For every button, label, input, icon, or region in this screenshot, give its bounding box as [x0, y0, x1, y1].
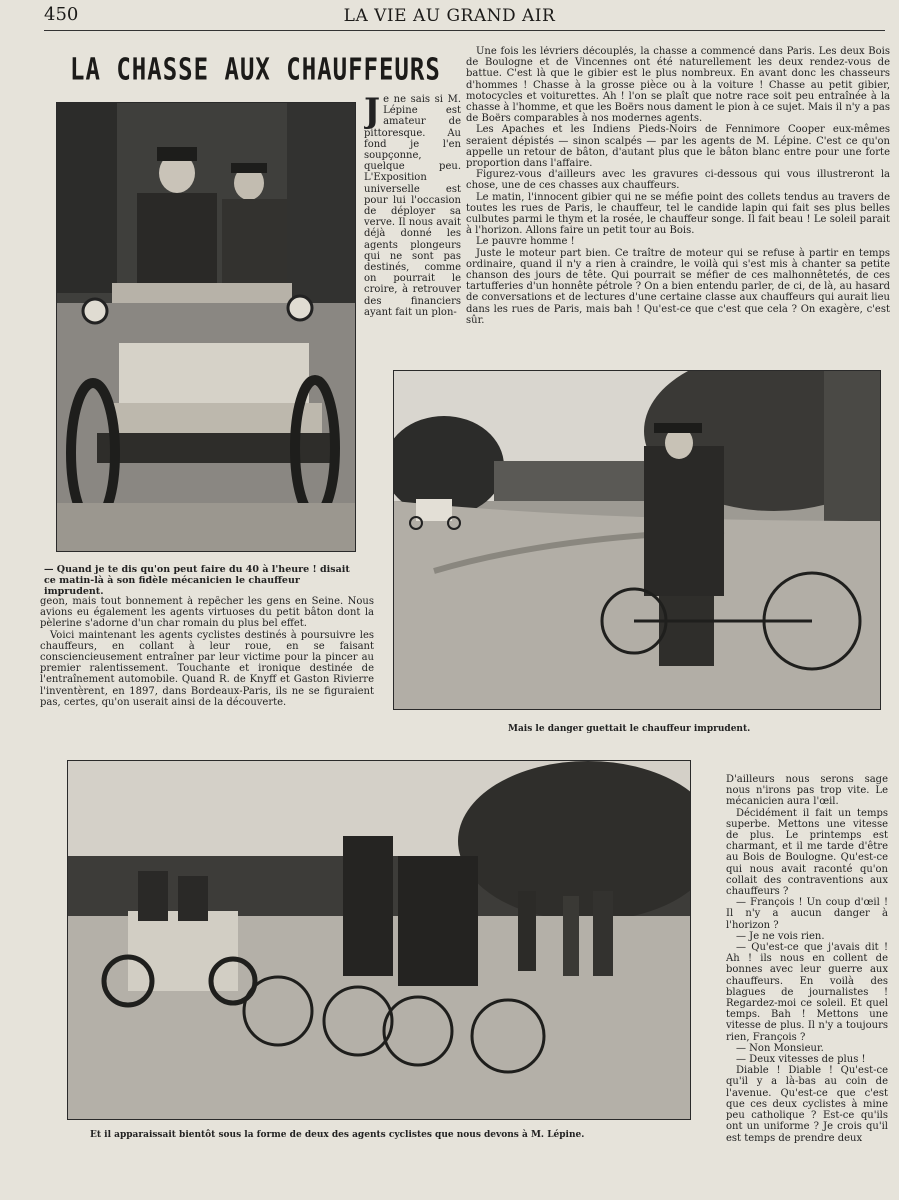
col2-paragraph: Le matin, l'innocent gibier qui ne se méfie point des collets tendus au travers de toutes les rues de Paris, le chauffeur, tel le candide lapin qui fait ses plus belles culbutes parmi le thym et la rosée, le chauffeur songe. Il fait beau ! Le soleil parait à l'horizon. Allons faire un petit tour au Bois. — [466, 191, 890, 237]
col3-paragraph: — Qu'est-ce que j'avais dit ! Ah ! ils nous en collent de bonnes avec leur guerre aux chauffeurs. En voilà des blagues de journalistes ! Regardez-moi ce soleil. Et quel temps. Bah ! Mettons une vitesse de plus. Il n'y a toujours rien, François ? — [726, 942, 888, 1043]
column3-text — [726, 774, 888, 1146]
col3-paragraph: D'ailleurs nous serons sage nous n'irons pas trop vite. Le mécanicien aura l'œil. — [726, 774, 888, 808]
col2-paragraph: Le pauvre homme ! — [476, 236, 575, 248]
col2-paragraph: Les Apaches et les Indiens Pieds-Noirs de Fennimore Cooper eux-mêmes seraient dépistés — sinon scalpés — par les agents de M. Lépine. C'est ce qu'on appelle un retour de bâton, d'autant plus que le bâton blanc entre pour une forte proportion dans l'affaire. — [466, 124, 890, 170]
photo-chauffeur-car — [56, 102, 356, 552]
col2-paragraph: Figurez-vous d'ailleurs avec les gravures ci-dessous qui vous illustreront la chose, une de ces chasses aux chauffeurs. — [466, 169, 890, 192]
drop-cap: J — [364, 94, 381, 131]
col3-paragraph: — Je ne vois rien. — [736, 930, 825, 942]
photo-agent-bicycle — [393, 370, 881, 710]
col3-paragraph: — Non Monsieur. — [736, 1042, 824, 1054]
col1-paragraph: Voici maintenant les agents cyclistes destinés à poursuivre les chauffeurs, en collant à leur roue, en se faisant consciencieusement entraîner par leur victime pour la pincer au premier ralentissement. Touchante et ironique destinée de l'entraînement automobile. Quand R. de Knyff et Gaston Rivierre l'inventèrent, en 1897, dans Bordeaux-Paris, ils ne se figuraient pas, certes, qu'on userait ainsi de la découverte. — [40, 629, 374, 708]
col3-paragraph: — François ! Un coup d'œil ! Il n'y a aucun danger à l'horizon ? — [726, 897, 888, 931]
col3-paragraph: — Deux vitesses de plus ! — [736, 1054, 866, 1066]
col3-paragraph: Diable ! Diable ! Qu'est-ce qu'il y a là-bas au coin de l'avenue. Qu'est-ce que c'est que ces deux cyclistes à mine peu catholique ? Est-ce qu'ils ont un uniforme ? Je crois qu'il est temps de prendre deux — [726, 1065, 888, 1144]
photo-cyclist-agents — [67, 760, 691, 1120]
header-rule — [44, 30, 885, 31]
photo-agent-bicycle-drawing — [394, 371, 880, 709]
column1-continued — [40, 596, 374, 744]
intro-paragraph: e ne sais si M. Lépine est amateur de pittoresque. Au fond je l'en soupçonne, quelque peu. L'Exposition universelle est pour lui l'occasion de déployer sa verve. Il nous avait déjà donné les agents plongeurs qui ne sont pas destinés, comme on pourrait le croire, à retrouver des financiers ayant fait un plon- — [364, 94, 461, 318]
running-header: LA VIE AU GRAND AIR — [343, 6, 556, 26]
intro-text — [364, 94, 461, 358]
col3-paragraph: Décidément il fait un temps superbe. Mettons une vitesse de plus. Le printemps est charmant, et il me tarde d'être au Bois de Boulogne. Qu'est-ce qui nous avait raconté qu'on collait des contraventions aux chauffeurs ? — [726, 807, 888, 898]
photo-cyclist-agents-drawing — [68, 761, 690, 1119]
col2-paragraph: Juste le moteur part bien. Ce traître de moteur qui se refuse à partir en temps ordinaire, quand il n'y a rien à craindre, le voilà qui s'est mis à chanter sa petite chanson des jours de tête. Qui pourrait se méfier de ces malhonnêtetés, de ces tartufferies d'un honnête pétrole ? On a bien entendu parler, de ci, de là, au hasard de conversations et de lectures d'une certaine classe aux chauffeurs qui aurait lieu dans les rues de Paris, mais bah ! Qu'est-ce que c'est que cela ? On exagère, c'est sûr. — [466, 247, 890, 326]
caption-photo3: Et il apparaissait bientôt sous la forme de deux des agents cyclistes que nous devons à M. Lépine. — [90, 1130, 585, 1140]
column2-text — [466, 46, 890, 352]
page-number: 450 — [44, 4, 79, 25]
col1-paragraph: geon, mais tout bonnement à repêcher les gens en Seine. Nous avions eu également les agents virtuoses du petit bâton dont la pèlerine s'adorne d'un char romain du plus bel effet. — [40, 596, 374, 630]
caption-photo2: Mais le danger guettait le chauffeur imprudent. — [508, 724, 751, 734]
photo-chauffeur-car-drawing — [57, 103, 355, 551]
article-title: LA CHASSE AUX CHAUFFEURS — [70, 52, 441, 87]
col2-paragraph: Une fois les lévriers découplés, la chasse a commencé dans Paris. Les deux Bois de Boulogne et de Vincennes ont été naturellement les deux rendez-vous de battue. C'est là que le gibier est le plus nombreux. En avant donc les chasseurs d'hommes ! Chasse à la grosse pièce ou à la voiture ! Chasse au petit gibier, motocycles et voiturettes. Ah ! l'on se plaît que notre race soit peu entraînée à la chasse à l'homme, et que les Boërs nous dament le pion à ce sujet. Mais il n'y a pas de Boërs comparables à nos modernes agents. — [466, 46, 890, 125]
caption-photo1: — Quand je te dis qu'on peut faire du 40 à l'heure ! disait ce matin-là à son fidèle mécanicien le chauffeur imprudent. — [44, 564, 350, 597]
